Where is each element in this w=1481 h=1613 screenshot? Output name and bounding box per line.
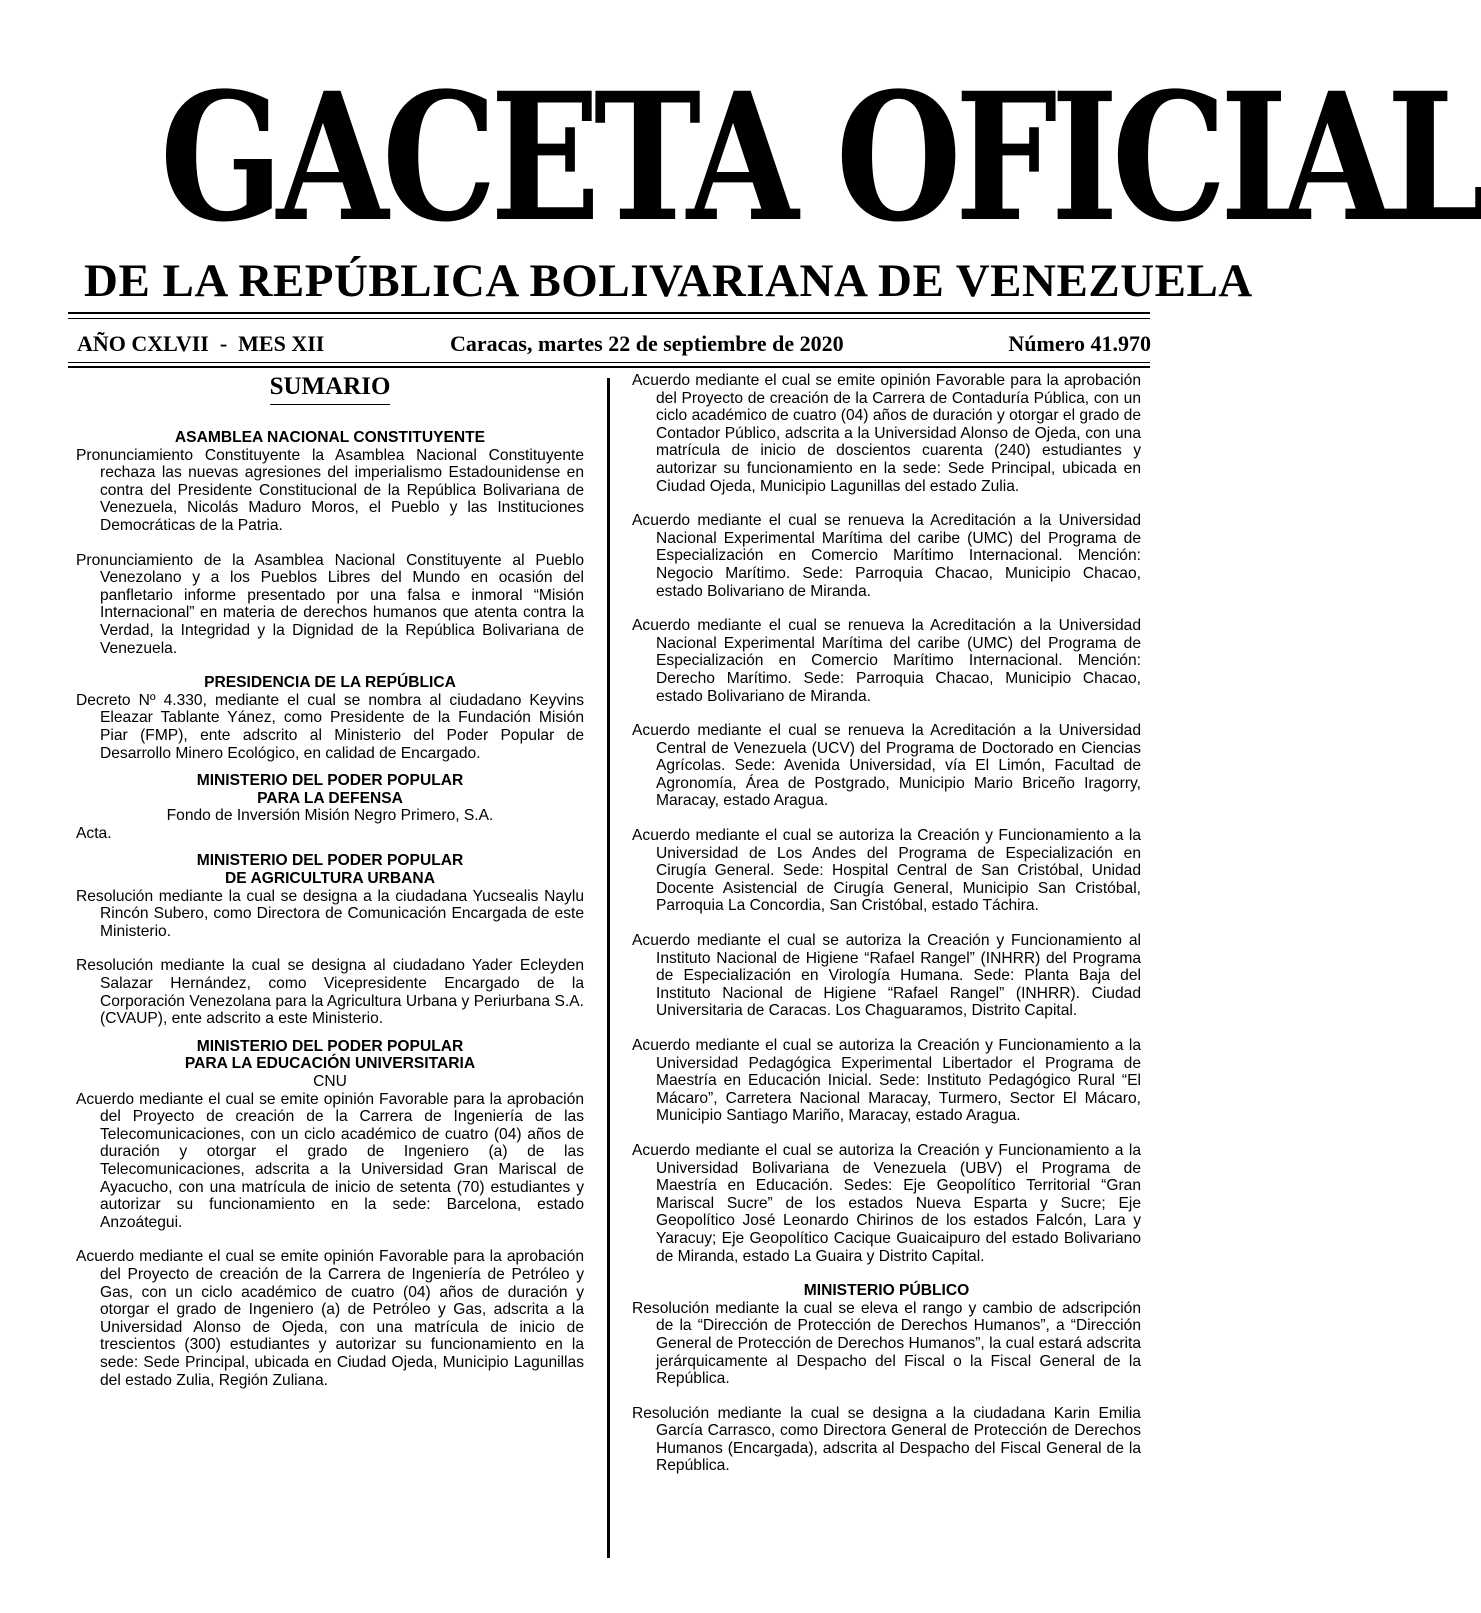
issue-number: Número 41.970 bbox=[1008, 331, 1151, 356]
summary-entry: Acuerdo mediante el cual se emite opinión Favorable para la aprobación del Proyecto de creación de la Carrera de Contaduría Pública, con un ciclo académico de cuatro (04) años de duración y otorgar el grado de Contador Público, adscrita a la Universidad Alonso de Ojeda, con una matrícula de inicio de doscientos cuarenta (240) estudiantes y autorizar su funcionamiento en la sede: Sede Principal, ubicada en Ciudad Ojeda, Municipio Lagunillas del estado Zulia. bbox=[632, 372, 1141, 495]
summary-right-column bbox=[632, 372, 1141, 1492]
summary-entry: Acuerdo mediante el cual se autoriza la Creación y Funcionamiento a la Universidad Bolivariana de Venezuela (UBV) el Programa de Maestría en Educación. Sedes: Eje Geopolítico Territorial “Gran Mariscal Sucre” de los estados Nueva Esparta y Sucre; Eje Geopolítico José Leonardo Chirinos de los estados Falcón, Lara y Yaracuy; Eje Geopolítico Cacique Guaicaipuro del estado Bolivariano de Miranda, estado La Guaira y Distrito Capital. bbox=[632, 1141, 1141, 1265]
section-heading-defensa-1: MINISTERIO DEL PODER POPULAR bbox=[196, 772, 464, 790]
summary-entry: Pronunciamiento de la Asamblea Nacional Constituyente al Pueblo Venezolano y a los Pueblos Libres del Mundo en ocasión del panfletario informe presentado por una falsa e inmoral “Misión Internacional” en materia de derechos humanos que atenta contra la Verdad, la Integridad y la Dignidad de la República Bolivariana de Venezuela. bbox=[76, 551, 584, 657]
summary-entry: Resolución mediante la cual se designa a la ciudadana Karin Emilia García Carrasco, como Directora General de Protección de Derechos Humanos (Encargada), adscrita al Despacho del Fiscal General de la República. bbox=[632, 1404, 1141, 1475]
header-rule-bottom bbox=[68, 366, 1150, 368]
issue-date: Caracas, martes 22 de septiembre de 2020 bbox=[450, 331, 844, 356]
summary-entry: Acuerdo mediante el cual se renueva la Acreditación a la Universidad Central de Venezuela (UCV) del Programa de Doctorado en Ciencias Agrícolas. Sede: Avenida Universidad, vía El Limón, Facultad de Agronomía, Área de Postgrado, Municipio Mario Briceño Iragorry, Maracay, estado Aragua. bbox=[632, 722, 1141, 810]
section-heading-agricultura-1: MINISTERIO DEL PODER POPULAR bbox=[196, 852, 464, 870]
section-heading-defensa-2: PARA LA DEFENSA bbox=[257, 789, 403, 807]
summary-entry: Acuerdo mediante el cual se renueva la Acreditación a la Universidad Nacional Experimental Marítima del caribe (UMC) del Programa de Especialización en Comercio Marítimo Internacional. Mención: Negocio Marítimo. Sede: Parroquia Chacao, Municipio Chacao, estado Bolivariano de Miranda. bbox=[632, 512, 1141, 600]
section-heading-educacion-2: PARA LA EDUCACIÓN UNIVERSITARIA bbox=[184, 1055, 476, 1073]
section-subheading-fondo: Fondo de Inversión Misión Negro Primero, S.A. bbox=[166, 807, 494, 825]
summary-entry: Acuerdo mediante el cual se autoriza la Creación y Funcionamiento a la Universidad Pedagógica Experimental Libertador el Programa de Maestría en Educación Inicial. Sede: Instituto Pedagógico Rural “El Mácaro”, Carretera Nacional Maracay, Turmero, Sector El Mácaro, Municipio Santiago Mariño, Maracay, estado Aragua. bbox=[632, 1037, 1141, 1125]
sumario-title: SUMARIO bbox=[76, 372, 584, 405]
section-heading-ministerio-publico: MINISTERIO PÚBLICO bbox=[803, 1282, 970, 1300]
section-heading-agricultura-2: DE AGRICULTURA URBANA bbox=[225, 870, 435, 888]
summary-entry: Acuerdo mediante el cual se emite opinión Favorable para la aprobación del Proyecto de creación de la Carrera de Ingeniería de las Telecomunicaciones, con un ciclo académico de cuatro (04) años de duración y otorgar el grado de Ingeniero (a) de las Telecomunicaciones, adscrita a la Universidad Gran Mariscal de Ayacucho, con una matrícula de inicio de setenta (70) estudiantes y autorizar su funcionamiento en la sede: Barcelona, estado Anzoátegui. bbox=[76, 1090, 584, 1231]
summary-left-column bbox=[76, 372, 584, 1406]
summary-entry: Resolución mediante la cual se designa a la ciudadana Yucsealis Naylu Rincón Subero, como Directora de Comunicación Encargada de este Ministerio. bbox=[76, 887, 584, 940]
masthead-title: GACETA OFICIAL bbox=[159, 54, 1481, 261]
column-divider bbox=[607, 378, 610, 1558]
summary-entry: Acuerdo mediante el cual se renueva la Acreditación a la Universidad Nacional Experimental Marítima del caribe (UMC) del Programa de Especialización en Comercio Marítimo Internacional. Mención: Derecho Marítimo. Sede: Parroquia Chacao, Municipio Chacao, estado Bolivariano de Miranda. bbox=[632, 617, 1141, 705]
header-rule-top-thin bbox=[68, 318, 1150, 319]
header-rule-bottom-thin bbox=[68, 362, 1150, 363]
header-rule-top bbox=[68, 312, 1150, 314]
section-heading-presidencia: PRESIDENCIA DE LA REPÚBLICA bbox=[204, 674, 456, 692]
summary-entry: Decreto Nº 4.330, mediante el cual se nombra al ciudadano Keyvins Eleazar Tablante Yánez, como Presidente de la Fundación Misión Piar (FMP), ente adscrito al Ministerio del Poder Popular de Desarrollo Minero Ecológico, en calidad de Encargado. bbox=[76, 691, 584, 762]
summary-entry: Resolución mediante la cual se designa al ciudadano Yader Ecleyden Salazar Hernández, como Vicepresidente Encargado de la Corporación Venezolana para la Agricultura Urbana y Periurbana S.A. (CVAUP), ente adscrito a este Ministerio. bbox=[76, 957, 584, 1028]
section-subheading-cnu: CNU bbox=[313, 1073, 347, 1090]
section-heading-educacion-1: MINISTERIO DEL PODER POPULAR bbox=[196, 1037, 464, 1055]
summary-entry: Acuerdo mediante el cual se autoriza la Creación y Funcionamiento a la Universidad de Los Andes del Programa de Especialización en Cirugía General. Sede: Hospital Central de San Cristóbal, Unidad Docente Asistencial de Cirugía General, Municipio San Cristóbal, Parroquia La Concordia, San Cristóbal, estado Táchira. bbox=[632, 827, 1141, 915]
summary-entry: Acuerdo mediante el cual se autoriza la Creación y Funcionamiento al Instituto Nacional de Higiene “Rafael Rangel” (INHRR) del Programa de Especialización en Virología Humana. Sede: Planta Baja del Instituto Nacional de Higiene “Rafael Rangel” (INHRR). Ciudad Universitaria de Caracas. Los Chaguaramos, Distrito Capital. bbox=[632, 932, 1141, 1020]
masthead-subtitle: DE LA REPÚBLICA BOLIVARIANA DE VENEZUELA bbox=[84, 255, 1253, 307]
summary-entry: Pronunciamiento Constituyente la Asamblea Nacional Constituyente rechaza las nuevas agresiones del imperialismo Estadounidense en contra del Presidente Constitucional de la República Bolivariana de Venezuela, Nicolás Maduro Moros, el Pueblo y las Instituciones Democráticas de la Patria. bbox=[76, 446, 584, 534]
summary-entry: Acuerdo mediante el cual se emite opinión Favorable para la aprobación del Proyecto de creación de la Carrera de Ingeniería de Petróleo y Gas, con un ciclo académico de cuatro (04) años de duración y otorgar el grado de Ingeniero (a) de Petróleo y Gas, adscrita a la Universidad Alonso de Ojeda, con una matrícula de inicio de trescientos (300) estudiantes y autorizar su funcionamiento en la sede: Sede Principal, ubicada en Ciudad Ojeda, Municipio Lagunillas del estado Zulia, Región Zuliana. bbox=[76, 1248, 584, 1389]
issue-year-month: AÑO CXLVII - MES XII bbox=[77, 331, 325, 356]
section-heading-asamblea: ASAMBLEA NACIONAL CONSTITUYENTE bbox=[174, 429, 486, 446]
summary-entry: Acta. bbox=[76, 824, 112, 842]
summary-entry: Resolución mediante la cual se eleva el rango y cambio de adscripción de la “Dirección de Protección de Derechos Humanos”, a “Dirección General de Protección de Derechos Humanos”, la cual estará adscrita jerárquicamente al Despacho del Fiscal o la Fiscal General de la República. bbox=[632, 1299, 1141, 1388]
